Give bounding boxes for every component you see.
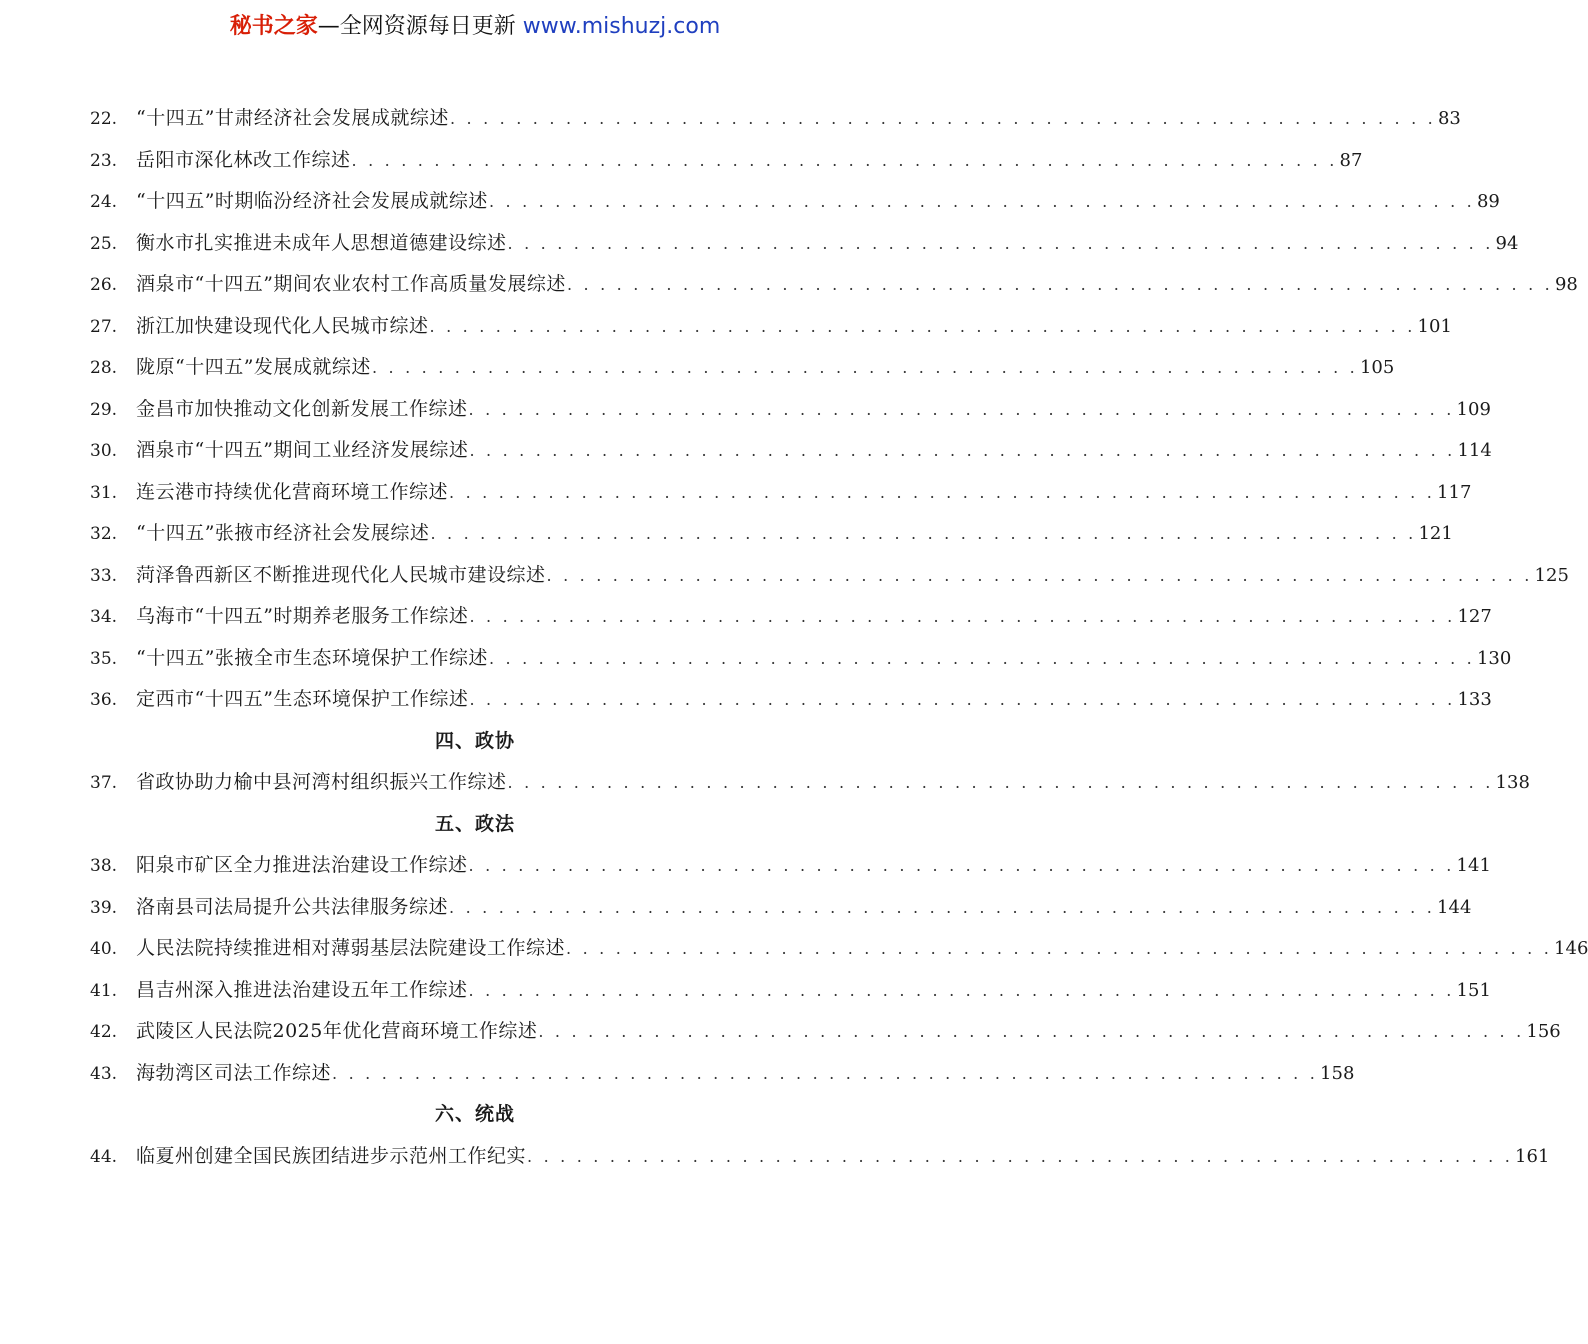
toc-entry-number: 44. <box>90 1146 118 1167</box>
toc-entry-title: 乌海市“十四五”时期养老服务工作综述 <box>136 605 469 627</box>
toc-entry-number: 26. <box>90 275 118 295</box>
toc-dot-leader: . . . . . . . . . . . . . . . . . . . . . . . . . . . . . . . . . . . . . . . . . . . . . . . . . . . . . . . . . . . . <box>468 980 1455 1000</box>
toc-entry[interactable] <box>90 472 1472 514</box>
toc-entry-number: 35. <box>90 648 118 669</box>
toc-entry-page: 133 <box>1457 689 1492 710</box>
toc-entry[interactable] <box>90 555 1569 597</box>
toc-entry-number: 34. <box>90 607 118 627</box>
toc-section-heading: 四、政协 <box>434 729 515 752</box>
toc-entry-number: 43. <box>90 1063 118 1084</box>
toc-entry[interactable] <box>90 1011 1561 1053</box>
toc-entry[interactable] <box>90 762 1530 804</box>
toc-entry[interactable] <box>90 845 1491 887</box>
toc-dot-leader: . . . . . . . . . . . . . . . . . . . . . . . . . . . . . . . . . . . . . . . . . . . . . . . . . . . . . . . . . . . . <box>469 441 1456 460</box>
toc-entry-title: 岳阳市深化林改工作综述 <box>136 148 351 171</box>
toc-entry-title: “十四五”甘肃经济社会发展成就综述 <box>136 107 449 129</box>
table-of-contents <box>90 98 1588 1177</box>
toc-entry[interactable] <box>90 1053 1355 1095</box>
toc-entry[interactable] <box>90 430 1492 472</box>
toc-entry-page: 127 <box>1457 606 1492 627</box>
toc-entry[interactable] <box>90 389 1491 431</box>
toc-entry-title: 武陵区人民法院2025年优化营商环境工作综述 <box>136 1020 538 1042</box>
toc-entry[interactable] <box>90 679 1492 721</box>
toc-entry-number: 23. <box>90 150 118 171</box>
banner-url[interactable]: www.mishuzj.com <box>522 14 721 39</box>
banner-tagline: —全网资源每日更新 <box>317 14 516 39</box>
toc-entry[interactable] <box>90 928 1588 970</box>
toc-entry-title: 洛南县司法局提升公共法律服务综述 <box>136 895 449 918</box>
toc-dot-leader: . . . . . . . . . . . . . . . . . . . . . . . . . . . . . . . . . . . . . . . . . . . . . . . . . . . . . . . . . . . . <box>429 316 1416 336</box>
toc-entry-page: 114 <box>1457 440 1492 461</box>
toc-entry[interactable] <box>90 223 1519 265</box>
toc-entry-number: 39. <box>90 897 118 918</box>
toc-entry-title: 酒泉市“十四五”期间工业经济发展综述 <box>136 439 469 461</box>
toc-entry-page: 141 <box>1456 855 1491 876</box>
toc-entry-title: 定西市“十四五”生态环境保护工作综述 <box>136 688 469 710</box>
toc-entry-number: 36. <box>90 690 118 710</box>
toc-dot-leader: . . . . . . . . . . . . . . . . . . . . . . . . . . . . . . . . . . . . . . . . . . . . . . . . . . . . . . . . . . . . <box>566 275 1553 294</box>
toc-entry[interactable] <box>90 140 1363 182</box>
toc-entry[interactable] <box>90 264 1578 306</box>
toc-entry-number: 25. <box>90 233 118 254</box>
toc-entry-title: 人民法院持续推进相对薄弱基层法院建设工作综述 <box>136 937 566 959</box>
toc-entry-title: 金昌市加快推动文化创新发展工作综述 <box>136 397 468 420</box>
toc-entry-title: 菏泽鲁西新区不断推进现代化人民城市建设综述 <box>136 563 546 586</box>
toc-entry-page: 144 <box>1437 896 1472 918</box>
toc-dot-leader: . . . . . . . . . . . . . . . . . . . . . . . . . . . . . . . . . . . . . . . . . . . . . . . . . . . . . . . . . . . . <box>546 565 1533 585</box>
toc-entry-number: 28. <box>90 358 118 378</box>
toc-entry-title: 阳泉市矿区全力推进法治建设工作综述 <box>136 854 468 876</box>
toc-entry-title: 陇原“十四五”发展成就综述 <box>136 356 371 378</box>
toc-dot-leader: . . . . . . . . . . . . . . . . . . . . . . . . . . . . . . . . . . . . . . . . . . . . . . . . . . . . . . . . . . . . <box>449 897 1436 917</box>
toc-entry-page: 161 <box>1515 1145 1550 1167</box>
toc-entry-page: 121 <box>1418 523 1453 544</box>
toc-entry-number: 32. <box>90 524 118 544</box>
toc-entry-page: 138 <box>1495 772 1530 793</box>
toc-dot-leader: . . . . . . . . . . . . . . . . . . . . . . . . . . . . . . . . . . . . . . . . . . . . . . . . . . . . . . . . . . . . <box>449 109 1436 128</box>
toc-entry-page: 117 <box>1437 481 1472 503</box>
toc-entry-page: 130 <box>1476 647 1512 669</box>
toc-entry-number: 24. <box>90 192 118 212</box>
toc-entry-page: 98 <box>1554 274 1578 295</box>
toc-section-heading: 六、统战 <box>434 1103 515 1125</box>
toc-entry-title: 连云港市持续优化营商环境工作综述 <box>136 480 449 503</box>
toc-entry-title: 浙江加快建设现代化人民城市综述 <box>136 314 429 337</box>
toc-entry-page: 125 <box>1534 564 1569 586</box>
toc-dot-leader: . . . . . . . . . . . . . . . . . . . . . . . . . . . . . . . . . . . . . . . . . . . . . . . . . . . . . . . . . . . . <box>566 939 1553 958</box>
toc-entry-number: 42. <box>90 1022 118 1042</box>
toc-entry-page: 105 <box>1359 357 1395 378</box>
toc-dot-leader: . . . . . . . . . . . . . . . . . . . . . . . . . . . . . . . . . . . . . . . . . . . . . . . . . . . . . . . . . . . . <box>468 399 1455 419</box>
toc-entry[interactable] <box>90 306 1452 348</box>
toc-entry[interactable] <box>90 98 1461 140</box>
toc-entry-number: 31. <box>90 482 118 503</box>
toc-entry-page: 101 <box>1417 315 1452 337</box>
toc-dot-leader: . . . . . . . . . . . . . . . . . . . . . . . . . . . . . . . . . . . . . . . . . . . . . . . . . . . . . . . . . . . . <box>538 1022 1525 1041</box>
toc-entry-page: 83 <box>1437 108 1461 129</box>
toc-entry-title: “十四五”张掖全市生态环境保护工作综述 <box>136 646 488 669</box>
toc-entry-page: 109 <box>1456 398 1491 420</box>
toc-entry[interactable] <box>90 970 1491 1012</box>
toc-entry[interactable] <box>90 887 1472 929</box>
toc-dot-leader: . . . . . . . . . . . . . . . . . . . . . . . . . . . . . . . . . . . . . . . . . . . . . . . . . . . . . . . . . . . . <box>468 856 1455 875</box>
toc-entry-number: 30. <box>90 441 118 461</box>
toc-entry-page: 151 <box>1456 979 1491 1001</box>
toc-dot-leader: . . . . . . . . . . . . . . . . . . . . . . . . . . . . . . . . . . . . . . . . . . . . . . . . . . . . . . . . . . . . <box>351 150 1338 170</box>
toc-entry-number: 38. <box>90 856 118 876</box>
toc-entry-number: 29. <box>90 399 118 420</box>
toc-dot-leader: . . . . . . . . . . . . . . . . . . . . . . . . . . . . . . . . . . . . . . . . . . . . . . . . . . . . . . . . . . . . <box>488 648 1475 668</box>
toc-dot-leader: . . . . . . . . . . . . . . . . . . . . . . . . . . . . . . . . . . . . . . . . . . . . . . . . . . . . . . . . . . . . <box>469 690 1456 709</box>
toc-entry[interactable] <box>90 1136 1550 1178</box>
toc-entry[interactable] <box>90 513 1453 555</box>
toc-entry-page: 146 <box>1554 938 1588 959</box>
toc-entry-number: 37. <box>90 773 118 793</box>
toc-entry-page: 89 <box>1476 191 1500 212</box>
toc-entry[interactable] <box>90 347 1395 389</box>
toc-entry-number: 41. <box>90 980 118 1001</box>
toc-dot-leader: . . . . . . . . . . . . . . . . . . . . . . . . . . . . . . . . . . . . . . . . . . . . . . . . . . . . . . . . . . . . <box>507 233 1494 253</box>
toc-entry-number: 40. <box>90 939 118 959</box>
toc-entry-title: 昌吉州深入推进法治建设五年工作综述 <box>136 978 468 1001</box>
toc-dot-leader: . . . . . . . . . . . . . . . . . . . . . . . . . . . . . . . . . . . . . . . . . . . . . . . . . . . . . . . . . . . . <box>507 773 1494 792</box>
site-banner <box>0 10 950 44</box>
toc-dot-leader: . . . . . . . . . . . . . . . . . . . . . . . . . . . . . . . . . . . . . . . . . . . . . . . . . . . . . . . . . . . . <box>469 607 1456 626</box>
toc-entry-title: 海勃湾区司法工作综述 <box>136 1061 332 1084</box>
toc-entry-title: “十四五”张掖市经济社会发展综述 <box>136 522 430 544</box>
toc-entry-number: 33. <box>90 565 118 586</box>
toc-entry-number: 22. <box>90 109 118 129</box>
toc-entry[interactable] <box>90 181 1500 223</box>
toc-entry[interactable] <box>90 638 1512 680</box>
toc-dot-leader: . . . . . . . . . . . . . . . . . . . . . . . . . . . . . . . . . . . . . . . . . . . . . . . . . . . . . . . . . . . . <box>371 358 1358 377</box>
toc-entry[interactable] <box>90 596 1492 638</box>
toc-entry-title: 省政协助力榆中县河湾村组织振兴工作综述 <box>136 771 507 793</box>
toc-dot-leader: . . . . . . . . . . . . . . . . . . . . . . . . . . . . . . . . . . . . . . . . . . . . . . . . . . . . . . . . . . . . <box>527 1146 1514 1166</box>
toc-entry-page: 94 <box>1495 232 1519 254</box>
toc-entry-page: 87 <box>1339 149 1363 171</box>
toc-entry-title: 衡水市扎实推进未成年人思想道德建设综述 <box>136 231 507 254</box>
toc-entry-page: 156 <box>1526 1021 1561 1042</box>
toc-entry-page: 158 <box>1320 1062 1355 1084</box>
toc-dot-leader: . . . . . . . . . . . . . . . . . . . . . . . . . . . . . . . . . . . . . . . . . . . . . . . . . . . . . . . . . . . . <box>449 482 1436 502</box>
toc-entry-title: 临夏州创建全国民族团结进步示范州工作纪实 <box>136 1144 527 1167</box>
toc-entry-title: “十四五”时期临汾经济社会发展成就综述 <box>136 190 488 212</box>
toc-dot-leader: . . . . . . . . . . . . . . . . . . . . . . . . . . . . . . . . . . . . . . . . . . . . . . . . . . . . . . . . . . . . <box>430 524 1417 543</box>
toc-dot-leader: . . . . . . . . . . . . . . . . . . . . . . . . . . . . . . . . . . . . . . . . . . . . . . . . . . . . . . . . . . . . <box>488 192 1475 211</box>
toc-entry-title: 酒泉市“十四五”期间农业农村工作高质量发展综述 <box>136 273 566 295</box>
banner-brand: 秘书之家 <box>229 14 318 39</box>
toc-dot-leader: . . . . . . . . . . . . . . . . . . . . . . . . . . . . . . . . . . . . . . . . . . . . . . . . . . . . . . . . . . . . <box>332 1063 1319 1083</box>
toc-section-heading: 五、政法 <box>434 812 515 835</box>
toc-entry-number: 27. <box>90 316 118 337</box>
